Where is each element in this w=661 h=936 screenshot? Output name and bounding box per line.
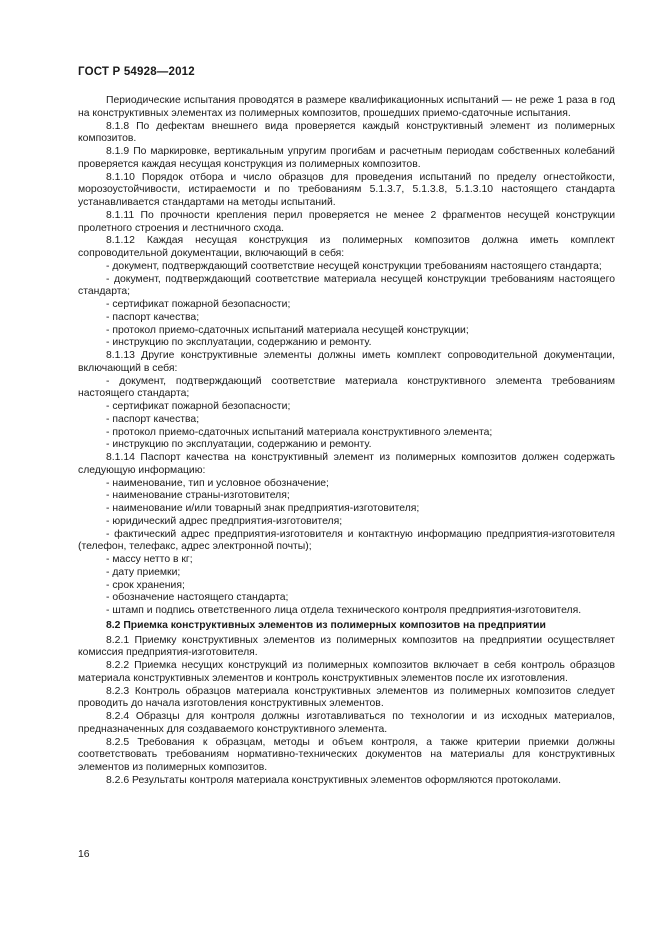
list-item: - юридический адрес предприятия-изготовителя;: [106, 515, 343, 527]
paragraph-8-1-9: 8.1.9 По маркировке, вертикальным упругим прогибам и расчетным периодам собственных колебаний проверяется каждая несущая конструкция из полимерных композитов.: [78, 146, 615, 170]
paragraph-8-2-6: 8.2.6 Результаты контроля материала конструктивных элементов оформляются протоколами.: [106, 774, 561, 786]
paragraph-8-1-13: 8.1.13 Другие конструктивные элементы должны иметь комплект сопроводительной документации, включающий в себя:: [78, 350, 615, 374]
standard-header: ГОСТ Р 54928—2012: [78, 66, 195, 78]
paragraph-8-1-12: 8.1.12 Каждая несущая конструкция из полимерных композитов должна иметь комплект сопроводительной документации, включающий в себя:: [78, 235, 615, 259]
list-item: - массу нетто в кг;: [106, 554, 193, 565]
list-item: - инструкцию по эксплуатации, содержанию и ремонту.: [106, 439, 372, 451]
list-item: - сертификат пожарной безопасности;: [106, 299, 291, 310]
paragraph-8-2-2: 8.2.2 Приемка несущих конструкций из полимерных композитов включает в себя контроль образцов материала конструктивных элементов и контроль конструктивных элементов после их изготовления.: [78, 660, 615, 684]
paragraph-8-1-14: 8.1.14 Паспорт качества на конструктивный элемент из полимерных композитов должен содержать следующую информацию:: [78, 452, 615, 476]
list-item: - штамп и подпись ответственного лица отдела технического контроля предприятия-изготовителя.: [106, 605, 582, 616]
list-item: - паспорт качества;: [106, 413, 200, 425]
list-item: - паспорт качества;: [106, 311, 200, 323]
list-item: - сертификат пожарной безопасности;: [106, 401, 291, 412]
paragraph-8-2-3: 8.2.3 Контроль образцов материала конструктивных элементов из полимерных композитов следует проводить до начала изготовления конструктивных элементов.: [78, 685, 615, 710]
list-item: - наименование и/или товарный знак предприятия-изготовителя;: [106, 503, 420, 514]
list-item: - дату приемки;: [106, 566, 181, 578]
list-item: - фактический адрес предприятия-изготовителя и контактную информацию предприятия-изготовителя (телефон, телефакс, адрес электронной почты);: [78, 528, 615, 553]
list-item: - документ, подтверждающий соответствие несущей конструкции требованиям настоящего стандарта;: [106, 260, 602, 272]
list-item: - протокол приемо-сдаточных испытаний материала конструктивного элемента;: [106, 426, 493, 438]
list-item: - срок хранения;: [106, 579, 185, 591]
paragraph-8-2-5: 8.2.5 Требования к образцам, методы и объем контроля, а также критерии приемки должны соответствовать требованиям нормативно-технических документов на материалы для конструктивных элементов из полимерных композитов.: [78, 736, 615, 773]
list-item: - обозначение настоящего стандарта;: [106, 592, 289, 604]
paragraph-8-1-8: 8.1.8 По дефектам внешнего вида проверяется каждый конструктивный элемент из полимерных композитов.: [78, 120, 615, 145]
paragraph-8-2-4: 8.2.4 Образцы для контроля должны изготавливаться по технологии и из исходных материалов, предназначенных для создаваемого конструктивного элемента.: [78, 711, 615, 735]
list-item: - документ, подтверждающий соответствие материала конструктивного элемента требованиям настоящего стандарта;: [78, 375, 615, 400]
list-item: - наименование, тип и условное обозначение;: [106, 477, 329, 489]
list-item: - документ, подтверждающий соответствие материала несущей конструкции требованиям настоящего стандарта;: [78, 273, 615, 298]
paragraph-8-2-1: 8.2.1 Приемку конструктивных элементов из полимерных композитов на предприятии осуществляет комиссия предприятия-изготовителя.: [78, 634, 615, 659]
document-body: [78, 95, 615, 788]
paragraph-8-1-11: 8.1.11 По прочности крепления перил проверяется не менее 2 фрагментов несущей конструкции пролетного строения и лестничного схода.: [78, 209, 615, 234]
list-item: - инструкцию по эксплуатации, содержанию и ремонту.: [106, 337, 372, 349]
list-item: - наименование страны-изготовителя;: [106, 490, 290, 502]
list-item: - протокол приемо-сдаточных испытаний материала несущей конструкции;: [106, 324, 469, 336]
page-number: 16: [78, 849, 90, 860]
section-heading-8-2: 8.2 Приемка конструктивных элементов из полимерных композитов на предприятии: [106, 619, 546, 631]
paragraph: Периодические испытания проводятся в размере квалификационных испытаний — не реже 1 раза в год на конструктивных элементах из полимерных композитов, прошедших приемо-сдаточные испытания.: [78, 95, 615, 119]
paragraph-8-1-10: 8.1.10 Порядок отбора и число образцов для проведения испытаний по пределу огнестойкости, морозоустойчивости, истираемости и по требованиям 5.1.3.7, 5.1.3.8, 5.1.3.10 настоящего стандарта устанавливается стандартами на методы испытаний.: [78, 171, 615, 208]
